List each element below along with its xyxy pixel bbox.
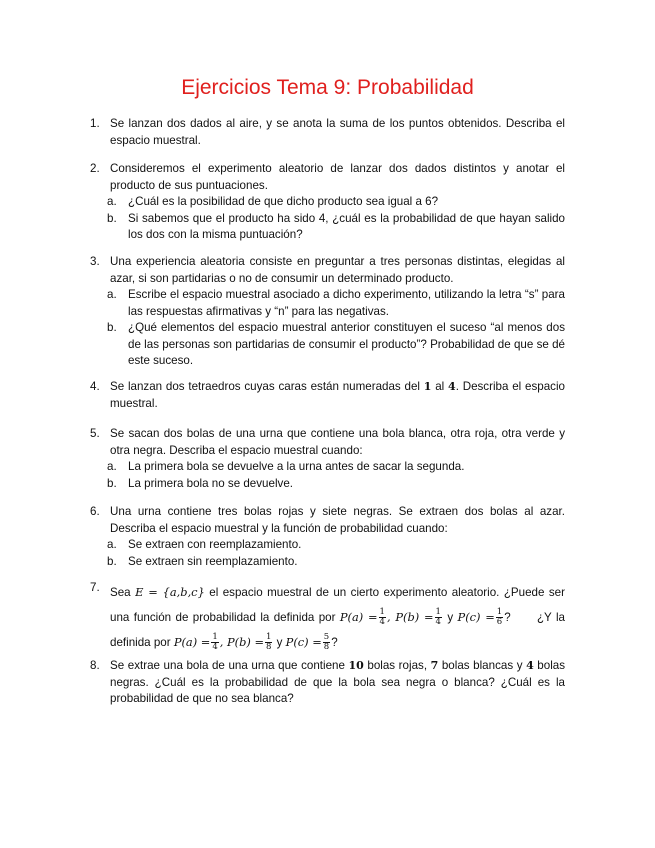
sub-item [90,459,565,476]
sub-item-letter: a. [107,460,117,473]
text-segment: Se extrae una bola de una urna que contiene [110,659,349,672]
exercise-text: Se sacan dos bolas de una urna que contiene una bola blanca, otra roja, otra verde y otra negra. Describa el espacio muestral cuando: [110,427,565,457]
math-expr: P(c) = [457,610,495,624]
exercise-text: Se lanzan dos dados al aire, y se anota la suma de los puntos obtenidos. Describa el espacio muestral. [110,117,565,147]
fraction [435,608,442,627]
fraction-denominator: 4 [379,617,385,628]
fraction-numerator: 1 [496,607,503,618]
exercise-number: 1. [90,117,100,130]
sub-item-text: ¿Cuál es la posibilidad de que dicho producto sea igual a 6? [128,195,439,208]
sub-item [90,287,565,320]
math-number: 10 [348,659,364,672]
text-segment: ? [504,611,511,624]
sub-item-letter: a. [107,538,117,551]
sub-item-text: Si sabemos que el producto ha sido 4, ¿cuál es la probabilidad de que hayan salido los dos con la misma puntuación? [128,211,565,241]
exercise-number: 8. [90,659,100,672]
fraction-denominator: 8 [323,642,330,653]
math-expr: P(c) = [285,635,322,649]
exercise-number: 7. [90,581,100,594]
math-expr: , P(b) = [219,635,264,649]
fraction-denominator: 8 [266,642,272,653]
exercise-4 [90,379,565,412]
fraction-numerator: 5 [323,632,330,643]
sub-item-letter: a. [107,195,117,208]
exercise-5 [90,426,565,492]
sub-item-letter: b. [107,554,117,568]
text-segment: el espacio muestral de un cierto experimento aleatorio. ¿Puede ser una función de probabilidad la definida por [110,586,565,624]
exercise-3 [90,254,565,370]
sub-item-text: La primera bola se devuelve a la urna antes de sacar la segunda. [128,460,465,473]
sub-item-text: La primera bola no se devuelve. [128,476,293,490]
text-segment: y [273,636,286,649]
fraction-denominator: 4 [212,642,218,653]
text-segment: bolas negras. ¿Cuál es la probabilidad de que la bola sea negra o blanca? ¿Cuál es la probabilidad de que no sea blanca? [110,659,566,705]
exercise-number: 5. [90,427,100,440]
sub-item [90,554,565,571]
text-segment: y [442,611,458,624]
text-segment: ? [331,636,338,649]
math-number: 4 [526,659,534,672]
exercise-6 [90,504,565,570]
math-number: 7 [430,659,439,672]
exercise-2 [90,161,565,244]
page-title: Ejercicios Tema 9: Probabilidad [181,76,474,99]
exercise-text: Una urna contiene tres bolas rojas y siete negras. Se extraen dos bolas al azar. Describa el espacio muestral y la función de probabilidad cuando: [110,505,565,535]
exercise-number: 2. [90,162,100,175]
sub-item-letter: b. [107,476,117,490]
math-expr: P(a) = [173,635,211,649]
exercise-number: 6. [90,505,100,518]
sub-item [90,194,565,211]
sub-item-letter: b. [107,211,117,225]
sub-item-text: Escribe el espacio muestral asociado a dicho experimento, utilizando la letra “s” para las respuestas afirmativas y “n” para las negativas. [128,288,565,318]
fraction [496,608,503,627]
sub-item-text: Se extraen con reemplazamiento. [128,538,302,551]
fraction-denominator: 6 [496,617,503,628]
fraction-numerator: 1 [435,607,441,618]
text-segment: Se lanzan dos tetraedros cuyas caras están numeradas del [110,380,424,393]
exercise-7 [90,580,565,655]
exercise-number: 3. [90,255,100,268]
math-number: 1 [423,380,432,393]
sub-item-letter: a. [107,288,117,301]
math-expr: P(a) = [339,610,378,624]
exercise-text: Una experiencia aleatoria consiste en preguntar a tres personas distintas, elegidas al azar, si son partidarias o no de consumir un determinado producto. [110,255,565,285]
exercise-text [110,580,565,655]
exercise-8 [90,658,565,708]
sub-item [90,476,565,493]
fraction-denominator: 4 [435,617,441,628]
sub-item [90,320,565,370]
exercise-1 [90,116,565,149]
exercise-number: 4. [90,380,100,393]
exercise-text [110,658,565,708]
math-set: E = {a,b,c} [135,585,205,599]
text-segment: bolas blancas y [438,659,527,672]
exercise-text: Consideremos el experimento aleatorio de lanzar dos dados distintos y anotar el producto de sus puntuaciones. [110,162,565,192]
fraction [379,608,386,627]
sub-item [90,537,565,554]
math-expr: , P(b) = [386,610,434,624]
fraction-numerator: 1 [212,632,218,643]
text-segment: ¿Y la definida por [110,611,565,649]
fraction [211,633,218,652]
fraction [265,633,272,652]
fraction [323,633,330,652]
fraction-numerator: 1 [379,607,385,618]
text-segment: al [431,380,449,393]
text-segment: Sea [110,586,136,599]
math-number: 4 [448,380,456,393]
sub-item-text: ¿Qué elementos del espacio muestral anterior constituyen el suceso “al menos dos de las personas son partidarias de consumir el producto”? Probabilidad de que se dé este suceso. [128,321,565,367]
text-segment: . Describa el espacio muestral. [110,380,565,410]
fraction-numerator: 1 [266,632,272,643]
sub-item [90,211,565,244]
exercise-text [110,379,565,412]
sub-item-text: Se extraen sin reemplazamiento. [128,554,298,568]
sub-item-letter: b. [107,321,117,334]
text-segment: bolas rojas, [363,659,431,672]
